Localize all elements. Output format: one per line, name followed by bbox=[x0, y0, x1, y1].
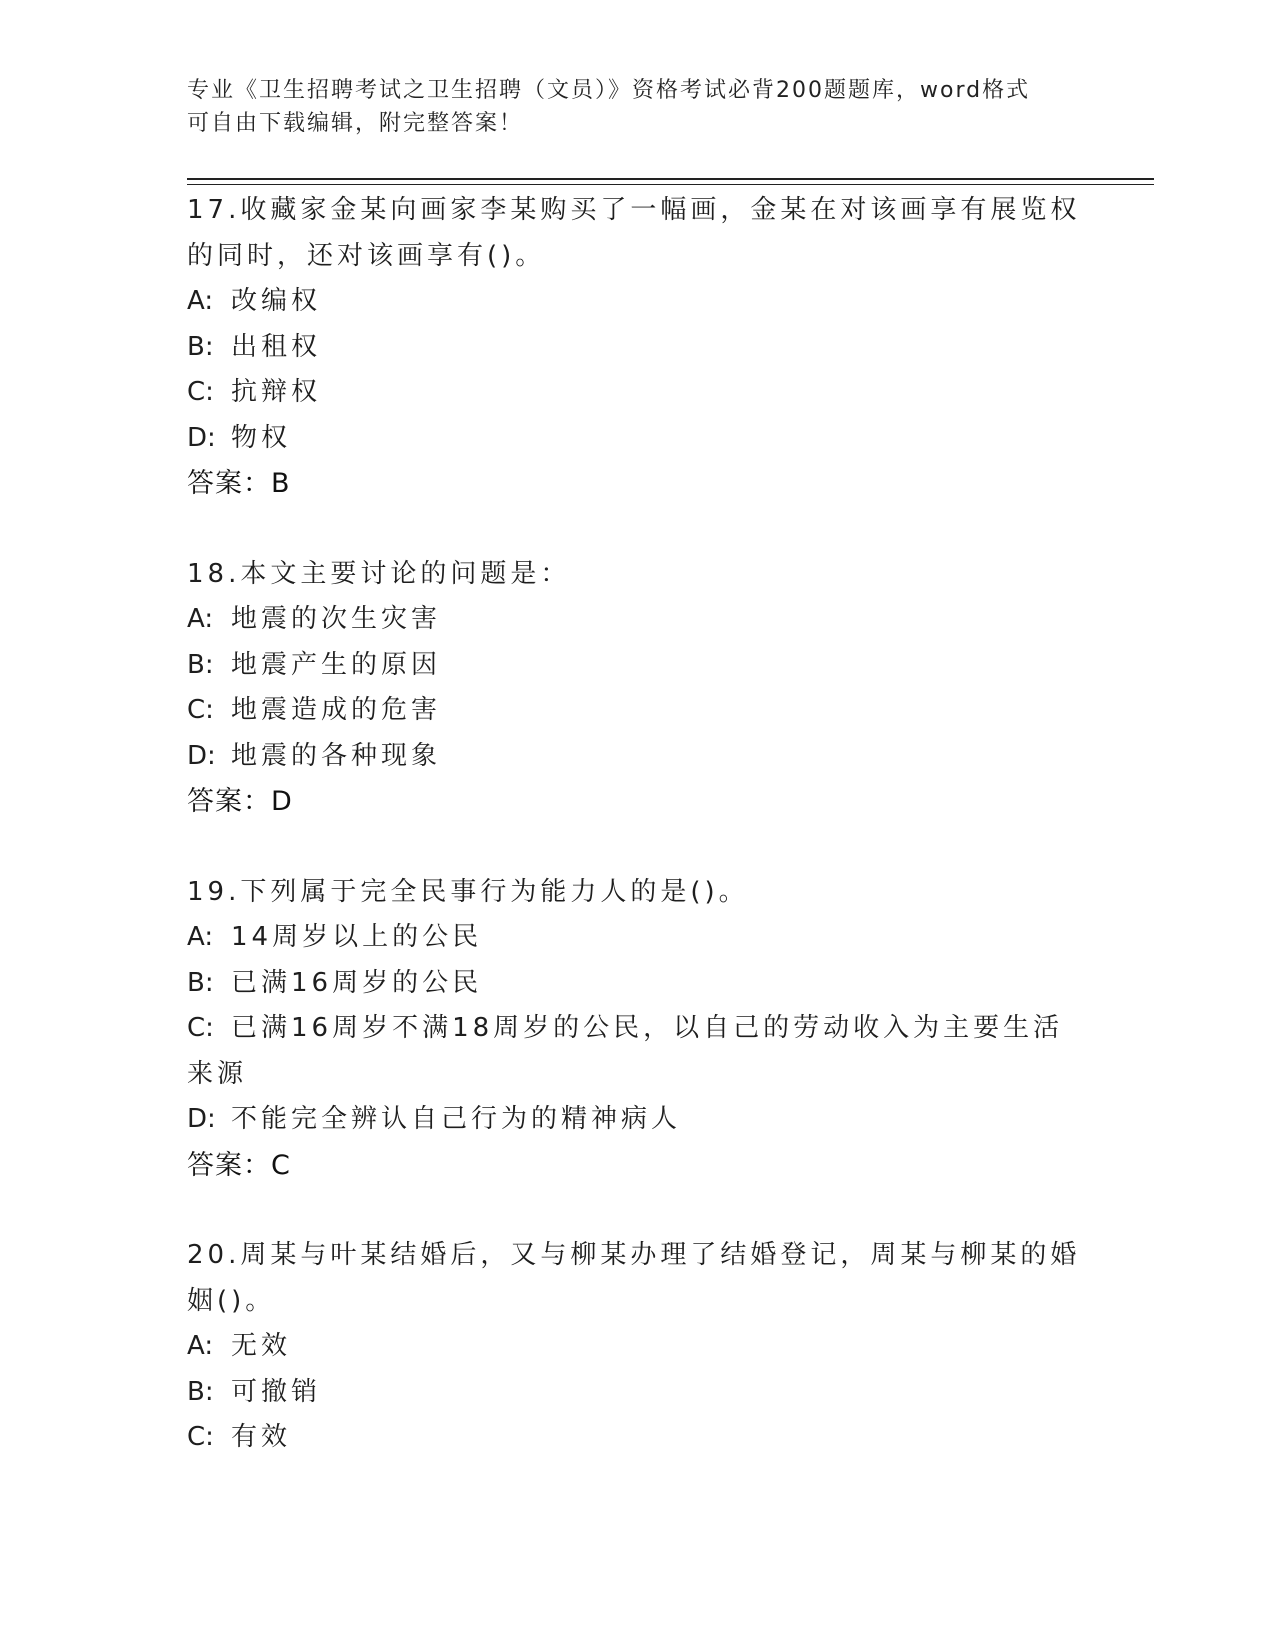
option-key: B: bbox=[187, 967, 214, 998]
option-text: 地震的各种现象 bbox=[231, 740, 442, 771]
question-stem: 18.本文主要讨论的问题是： bbox=[187, 558, 571, 589]
option-text: 14周岁以上的公民 bbox=[231, 922, 483, 952]
option-b bbox=[187, 1370, 1087, 1416]
option-key: D: bbox=[187, 422, 216, 453]
option-key: C: bbox=[187, 1013, 214, 1043]
header-line-1: 专业《卫生招聘考试之卫生招聘（文员）》资格考试必背200题题库，word格式 bbox=[187, 78, 1031, 103]
option-key: C: bbox=[187, 377, 214, 407]
option-key: B: bbox=[187, 1376, 214, 1407]
option-b bbox=[187, 643, 1087, 689]
option-text: 改编权 bbox=[231, 286, 322, 316]
question-stem: 20.周某与叶某结婚后，又与柳某办理了结婚登记，周某与柳某的婚姻()。 bbox=[187, 1240, 1081, 1316]
header-line-2: 可自由下载编辑，附完整答案！ bbox=[187, 111, 524, 136]
option-key: A: bbox=[187, 604, 214, 634]
option-text: 有效 bbox=[231, 1422, 292, 1452]
option-b bbox=[187, 325, 1087, 371]
option-key: A: bbox=[187, 286, 214, 316]
option-key: B: bbox=[187, 649, 214, 680]
question-18 bbox=[187, 552, 1087, 825]
option-text: 已满16周岁不满18周岁的公民，以自己的劳动收入为主要生活来源 bbox=[187, 1013, 1064, 1089]
question-stem: 19.下列属于完全民事行为能力人的是()。 bbox=[187, 876, 749, 907]
answer-line: 答案：C bbox=[187, 1149, 291, 1181]
option-key: C: bbox=[187, 695, 214, 725]
option-d bbox=[187, 416, 1087, 462]
option-text: 可撤销 bbox=[231, 1376, 322, 1407]
option-d bbox=[187, 1097, 1087, 1143]
document-header bbox=[187, 74, 1087, 140]
header-divider-thin bbox=[187, 184, 1154, 185]
option-text: 已满16周岁的公民 bbox=[231, 967, 483, 998]
option-a bbox=[187, 915, 1087, 961]
option-c bbox=[187, 1006, 1087, 1097]
option-text: 物权 bbox=[231, 422, 292, 453]
question-17 bbox=[187, 188, 1087, 507]
option-text: 抗辩权 bbox=[231, 377, 322, 407]
option-key: D: bbox=[187, 1104, 216, 1134]
option-key: A: bbox=[187, 1331, 214, 1361]
option-b bbox=[187, 961, 1087, 1007]
option-key: A: bbox=[187, 922, 214, 952]
answer-line: 答案：D bbox=[187, 786, 293, 817]
option-a bbox=[187, 1324, 1087, 1370]
option-text: 地震的次生灾害 bbox=[231, 604, 442, 634]
option-a bbox=[187, 597, 1087, 643]
question-20 bbox=[187, 1233, 1087, 1461]
option-text: 不能完全辨认自己行为的精神病人 bbox=[231, 1104, 682, 1134]
option-text: 出租权 bbox=[231, 331, 322, 362]
option-d bbox=[187, 734, 1087, 780]
option-text: 地震产生的原因 bbox=[231, 649, 442, 680]
option-text: 地震造成的危害 bbox=[231, 695, 442, 725]
option-key: D: bbox=[187, 740, 216, 771]
question-stem: 17.收藏家金某向画家李某购买了一幅画，金某在对该画享有展览权的同时，还对该画享有()。 bbox=[187, 195, 1081, 271]
option-c bbox=[187, 1415, 1087, 1461]
option-key: B: bbox=[187, 331, 214, 362]
option-text: 无效 bbox=[231, 1331, 292, 1361]
answer-line: 答案：B bbox=[187, 468, 291, 499]
option-a bbox=[187, 279, 1087, 325]
question-list bbox=[187, 188, 1087, 1506]
question-19 bbox=[187, 870, 1087, 1189]
header-divider-thick bbox=[187, 178, 1154, 180]
option-key: C: bbox=[187, 1422, 214, 1452]
option-c bbox=[187, 370, 1087, 416]
option-c bbox=[187, 688, 1087, 734]
